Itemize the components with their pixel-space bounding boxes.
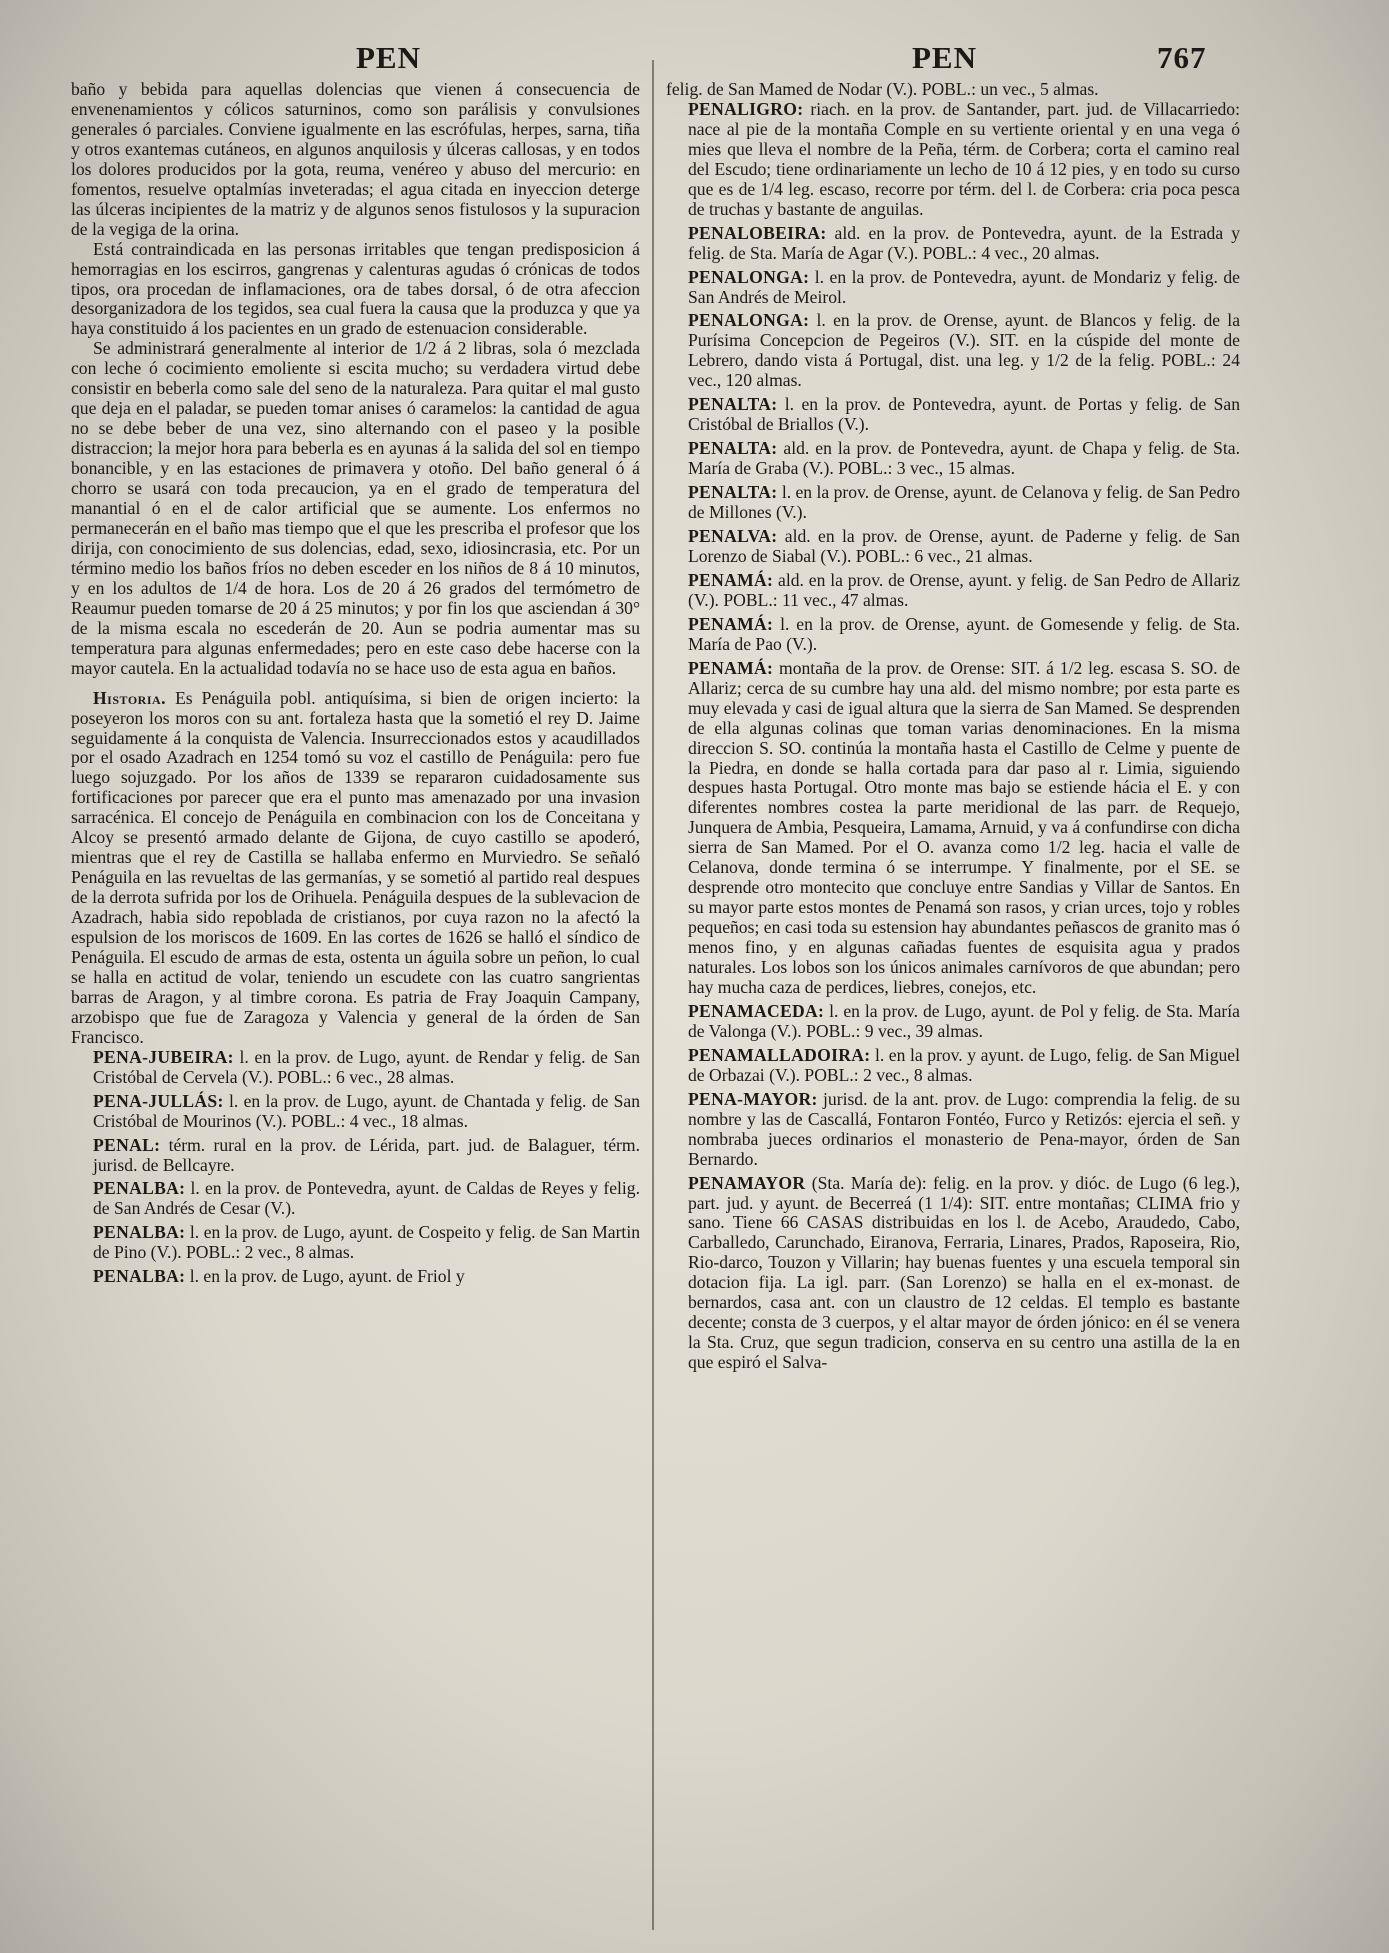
dictionary-entry (666, 224, 1240, 264)
dictionary-entry (666, 1174, 1240, 1374)
dictionary-entry (666, 1046, 1240, 1086)
paragraph: baño y bebida para aquellas dolencias que vienen á consecuencia de envenenamientos y cólicos saturninos, como son parálisis y convulsiones generales ó parciales. Conviene igualmente en las escrófulas, herpes, sarna, tiña y otros exantemas cutáneos, en algunos anquilosis y úlceras callosas, y en todos los dolores producidos por la gota, reuma, venéreo y abuso del mercurio: en fomentos, resuelve optalmías inveteradas; el agua citada en inyeccion deterge las úlceras incipientes de la matriz y de algunos senos fistulosos y la supuracion de la vegiga de la orina. (71, 79, 640, 239)
entry-text: l. en la prov. de Orense, ayunt. de Blancos y felig. de la Purísima Concepcion de Pegeiros (V.). SIT. en la cúspide del monte de Lebrero, dando vista á Portugal, dist. una leg. y 1/2 de la felig. POBL.: 24 vec., 120 almas. (688, 310, 1241, 391)
entry-headword: PENAMÁ: (688, 657, 774, 678)
entry-text: l. en la prov. de Orense, ayunt. de Gomesende y felig. de Sta. María de Pao (V.). (688, 613, 1240, 654)
paragraph: Se administrará generalmente al interior de 1/2 á 2 libras, sola ó mezclada con leche ó cocimiento emoliente si escita mucho; su verdadera virtud debe consistir en beberla como sale del seno de la naturaleza. Para quitar el mal gusto que deja en el paladar, se pueden tomar anises ó caramelos: la cantidad de agua no se debe beber de una vez, sino alternando con el paseo y la posible distraccion; la mejor hora para beberla es en ayunas á la salida del sol en tiempo bonancible, y en las estaciones de primavera y otoño. Del baño general ó á chorro se usará con toda precaucion, ya en el grado de temperatura del manantial ó en el de calor artificial que se aumente. Los enfermos no permanecerán en el baño mas tiempo que el que les prescriba el profesor que los dirija, con conocimiento de sus dolencias, edad, sexo, idiosincrasia, etc. Por un término medio los baños fríos no deben esceder en los niños de 8 á 10 minutos, y en los adultos de 1/4 de hora. Los de 20 á 26 grados del termómetro de Reaumur pueden tomarse de 20 á 25 minutos; y por fin los que asciendan á 30° de la misma escala no escederán de 20. Aun se podria aumentar mas su temperatura para algunas enfermedades; pero en este caso debe hacerse con la mayor cautela. En la actualidad todavía no se hace uso de esta agua en baños. (71, 338, 640, 678)
dictionary-entry (666, 1090, 1240, 1170)
dictionary-entry (666, 100, 1240, 220)
entry-headword: PENALIGRO: (688, 98, 804, 119)
dictionary-entry (666, 527, 1240, 567)
dictionary-entry (666, 571, 1240, 611)
entry-text: l. en la prov. de Lugo, ayunt. de Cospeito y felig. de San Martin de Pino (V.). POBL.: 2 vec., 8 almas. (93, 1222, 640, 1263)
entry-text: l. en la prov. de Lugo, ayunt. de Friol y (189, 1266, 465, 1287)
right-column (666, 80, 1240, 1377)
dictionary-entry (71, 1179, 640, 1219)
historia-text: Es Penáguila pobl. antiquísima, si bien de origen incierto: la poseyeron los moros con su ant. fortaleza hasta que la sometió el rey D. Jaime seguidamente á la conquista de Valencia. Insurreccionados estos y acaudillados por el osado Azadrach en 1254 tomó su voz el castillo de Penáguila: pero fue luego sojuzgado. Por los años de 1339 se repararon cuidadosamente sus fortificaciones por parecer que era el punto mas amenazado por una invasion sarracénica. El concejo de Penáguila en combinacion con los de Conceitana y Alcoy se presentó armado delante de Gijona, de cuyo castillo se apoderó, mientras que el rey de Castilla se hallaba enfermo en Murviedro. Se señaló Penáguila en las revueltas de las germanías, y se sometió al partido real despues de la derrota sufrida por los de Orihuela. Penáguila despues de la sublevacion de Azadrach, habia sido repoblada de cristianos, por cuya razon no la afectó la espulsion de los moriscos de 1609. En las cortes de 1626 se halló el síndico de Penáguila. El escudo de armas de esta, ostenta un águila sobre un peñon, lo cual se halla en actitud de volar, teniendo un escudete con las cuatro sangrientas barras de Aragon, y al timbre corona. Es patria de Fray Joaquin Campany, arzobispo que fue de Zaragoza y Valencia y general de la órden de San Francisco. (71, 687, 641, 1047)
entry-text: (Sta. María de): felig. en la prov. y dióc. de Lugo (6 leg.), part. jud. y ayunt. de Becerreá (1 1/4): SIT. entre montañas; CLIMA frio y sano. Tiene 66 CASAS distribuidas en los l. de Acebo, Araudedo, Cabo, Carballedo, Carunchado, Eiranova, Ferraria, Linares, Prados, Raposeira, Rio, Rio-darco, Touzon y Villarin; hay buenas fuentes y una escuela temporal sin dotacion fija. La igl. parr. (San Lorenzo) se halla en el ex-monast. de bernardos, casa ant. con un claustro de 12 celdas. El templo es bastante decente; consta de 3 cuerpos, y el altar mayor de órden jónico: en él se venera la Sta. Cruz, que segun tradicion, conserva en su centro una astilla de la en que espiró el Salva- (688, 1172, 1240, 1373)
dictionary-entry (71, 1092, 640, 1132)
entry-headword: PENAL: (93, 1134, 161, 1155)
paragraph: Está contraindicada en las personas irritables que tengan predisposicion á hemorragias en los escirros, gangrenas y calenturas agudas ó crónicas de todos tipos, ora procedan de inflamaciones, ora de tabes dorsal, ó de otra afeccion desorganizadora de los tegidos, sea cual fuera la causa que la produzca y que ya haya constituido á los pacientes en un grado de estenuacion considerable. (71, 238, 640, 339)
dictionary-entry (666, 483, 1240, 523)
entry-text: l. en la prov. de Lugo, ayunt. de Rendar y felig. de San Cristóbal de Cervela (V.). POBL.: 6 vec., 28 almas. (93, 1046, 640, 1087)
dictionary-entry (666, 1002, 1240, 1042)
entry-headword: PENAMALLADOIRA: (688, 1044, 871, 1065)
entry-headword: PENALBA: (93, 1266, 186, 1287)
dictionary-entry (666, 615, 1240, 655)
left-entries (71, 1048, 640, 1287)
entry-headword: PENA-JUBEIRA: (93, 1046, 234, 1067)
entry-text: ald. en la prov. de Pontevedra, ayunt. de la Estrada y felig. de Sta. María de Agar (V.). POBL.: 4 vec., 20 almas. (688, 222, 1240, 263)
entry-text: l. en la prov. de Orense, ayunt. de Celanova y felig. de San Pedro de Millones (V.). (688, 482, 1240, 523)
entry-text: riach. en la prov. de Santander, part. jud. de Villacarriedo: nace al pie de la montaña Comple en su vertiente oriental y en una vega ó mies que lleva el nombre de la Peña, térm. de Corbera; corta el camino real del Escudo; tiene ordinariamente un lecho de 10 á 12 pies, y en todo su curso que es de 1/4 leg. escaso, recorre por térm. del l. de Corbera: cria poca pesca de truchas y bastante de anguilas. (688, 98, 1240, 219)
entry-text: ald. en la prov. de Orense, ayunt. y felig. de San Pedro de Allariz (V.). POBL.: 11 vec., 47 almas. (688, 569, 1240, 610)
entry-headword: PENAMÁ: (688, 613, 774, 634)
entry-text: l. en la prov. de Pontevedra, ayunt. de Mondariz y felig. de San Andrés de Meirol. (688, 266, 1240, 307)
entry-text: montaña de la prov. de Orense: SIT. á 1/2 leg. escasa S. SO. de Allariz; cerca de su cumbre hay una ald. del mismo nombre; por esta parte es muy elevada y casi de igual altura que la sierra de San Mamed. Se desprenden de ella algunas colinas que toman varias denominaciones. En la misma direccion S. SO. continúa la montaña hasta el Castillo de Celme y puente de la Piedra, en donde se halla cortada para dar paso al r. Limia, siguiendo despues hasta Portugal. Otro monte mas bajo se estiende hácia el E. y con diferentes nombres costea la parte meridional de las parr. de Requejo, Junquera de Ambia, Pesqueira, Lamama, Arnuid, y va á confundirse con dicha sierra de San Mamed. Por el O. avanza como 1/2 leg. hacia el valle de Celanova, donde termina ó se interrumpe. Y finalmente, por el SE. se desprende otro montecito que concluye entre Sandias y Villar de Santos. En su mayor parte estos montes de Penamá son rasos, y crian urces, tojo y robles pequeños; en casi toda su estension hay abundantes peñascos de granito mas ó menos fino, y en algunas cañadas fuentes de esquisita agua y prados naturales. Los lobos son los únicos animales carnívoros de que abundan; pero hay mucha caza de perdices, liebres, conejos, etc. (688, 657, 1240, 997)
entry-headword: PENALONGA: (688, 310, 810, 331)
entry-headword: PENAMÁ: (688, 569, 774, 590)
entry-headword: PENALOBEIRA: (688, 222, 827, 243)
entry-text: l. en la prov. de Lugo, ayunt. de Chantada y felig. de San Cristóbal de Mourinos (V.). POBL.: 4 vec., 18 almas. (93, 1090, 641, 1131)
entry-headword: PENA-JULLÁS: (93, 1090, 224, 1111)
entry-text: l. en la prov. y ayunt. de Lugo, felig. de San Miguel de Orbazai (V.). POBL.: 2 vec., 8 almas. (688, 1044, 1240, 1085)
entry-headword: PENA-MAYOR: (688, 1088, 818, 1109)
entry-text: l. en la prov. de Pontevedra, ayunt. de Portas y felig. de San Cristóbal de Briallos (V.). (688, 394, 1240, 435)
dictionary-entry (666, 311, 1240, 391)
dictionary-entry (71, 1136, 640, 1176)
dictionary-entry (71, 1267, 640, 1287)
dictionary-entry (666, 395, 1240, 435)
entry-headword: PENALBA: (93, 1178, 186, 1199)
entry-headword: PENALBA: (93, 1222, 186, 1243)
entry-text: ald. en la prov. de Pontevedra, ayunt. de Chapa y felig. de Sta. María de Graba (V.). POBL.: 3 vec., 15 almas. (688, 438, 1240, 479)
entry-headword: PENALTA: (688, 482, 778, 503)
running-head-center: PEN (912, 40, 977, 75)
page-number: 767 (1157, 40, 1207, 75)
right-entries (666, 100, 1240, 1373)
entry-headword: PENAMAYOR (688, 1172, 806, 1193)
left-column (71, 80, 640, 1291)
entry-headword: PENALONGA: (688, 266, 810, 287)
column-rule (652, 60, 654, 1930)
historia-paragraph (71, 689, 640, 1048)
running-head-left: PEN (356, 40, 421, 75)
dictionary-entry (71, 1048, 640, 1088)
entry-text: l. en la prov. de Lugo, ayunt. de Pol y felig. de Sta. María de Valonga (V.). POBL.: 9 vec., 39 almas. (688, 1000, 1240, 1041)
entry-headword: PENALTA: (688, 394, 778, 415)
entry-text: ald. en la prov. de Orense, ayunt. de Paderne y felig. de San Lorenzo de Siabal (V.). POBL.: 6 vec., 21 almas. (688, 526, 1240, 566)
entry-text: jurisd. de la ant. prov. de Lugo: comprendia la felig. de su nombre y las de Cascallá, Fontaron Fontéo, Furco y Retizós: ejercia el señ. y nombraba jueces ordinarios el monasterio de Pena-mayor, órden de San Bernardo. (688, 1088, 1240, 1169)
dictionary-entry (71, 1223, 640, 1263)
continuation-text: felig. de San Mamed de Nodar (V.). POBL.: un vec., 5 almas. (666, 79, 1099, 99)
entry-headword: PENALTA: (688, 438, 778, 459)
dictionary-entry (666, 659, 1240, 998)
dictionary-entry (666, 268, 1240, 308)
historia-label: Historia. (93, 687, 167, 708)
entry-text: térm. rural en la prov. de Lérida, part. jud. de Balaguer, térm. jurisd. de Bellcayre. (93, 1134, 641, 1175)
dictionary-entry (666, 439, 1240, 479)
entry-headword: PENALVA: (688, 526, 778, 547)
entry-text: l. en la prov. de Pontevedra, ayunt. de Caldas de Reyes y felig. de San Andrés de Cesar (V.). (93, 1178, 640, 1219)
entry-headword: PENAMACEDA: (688, 1000, 825, 1021)
